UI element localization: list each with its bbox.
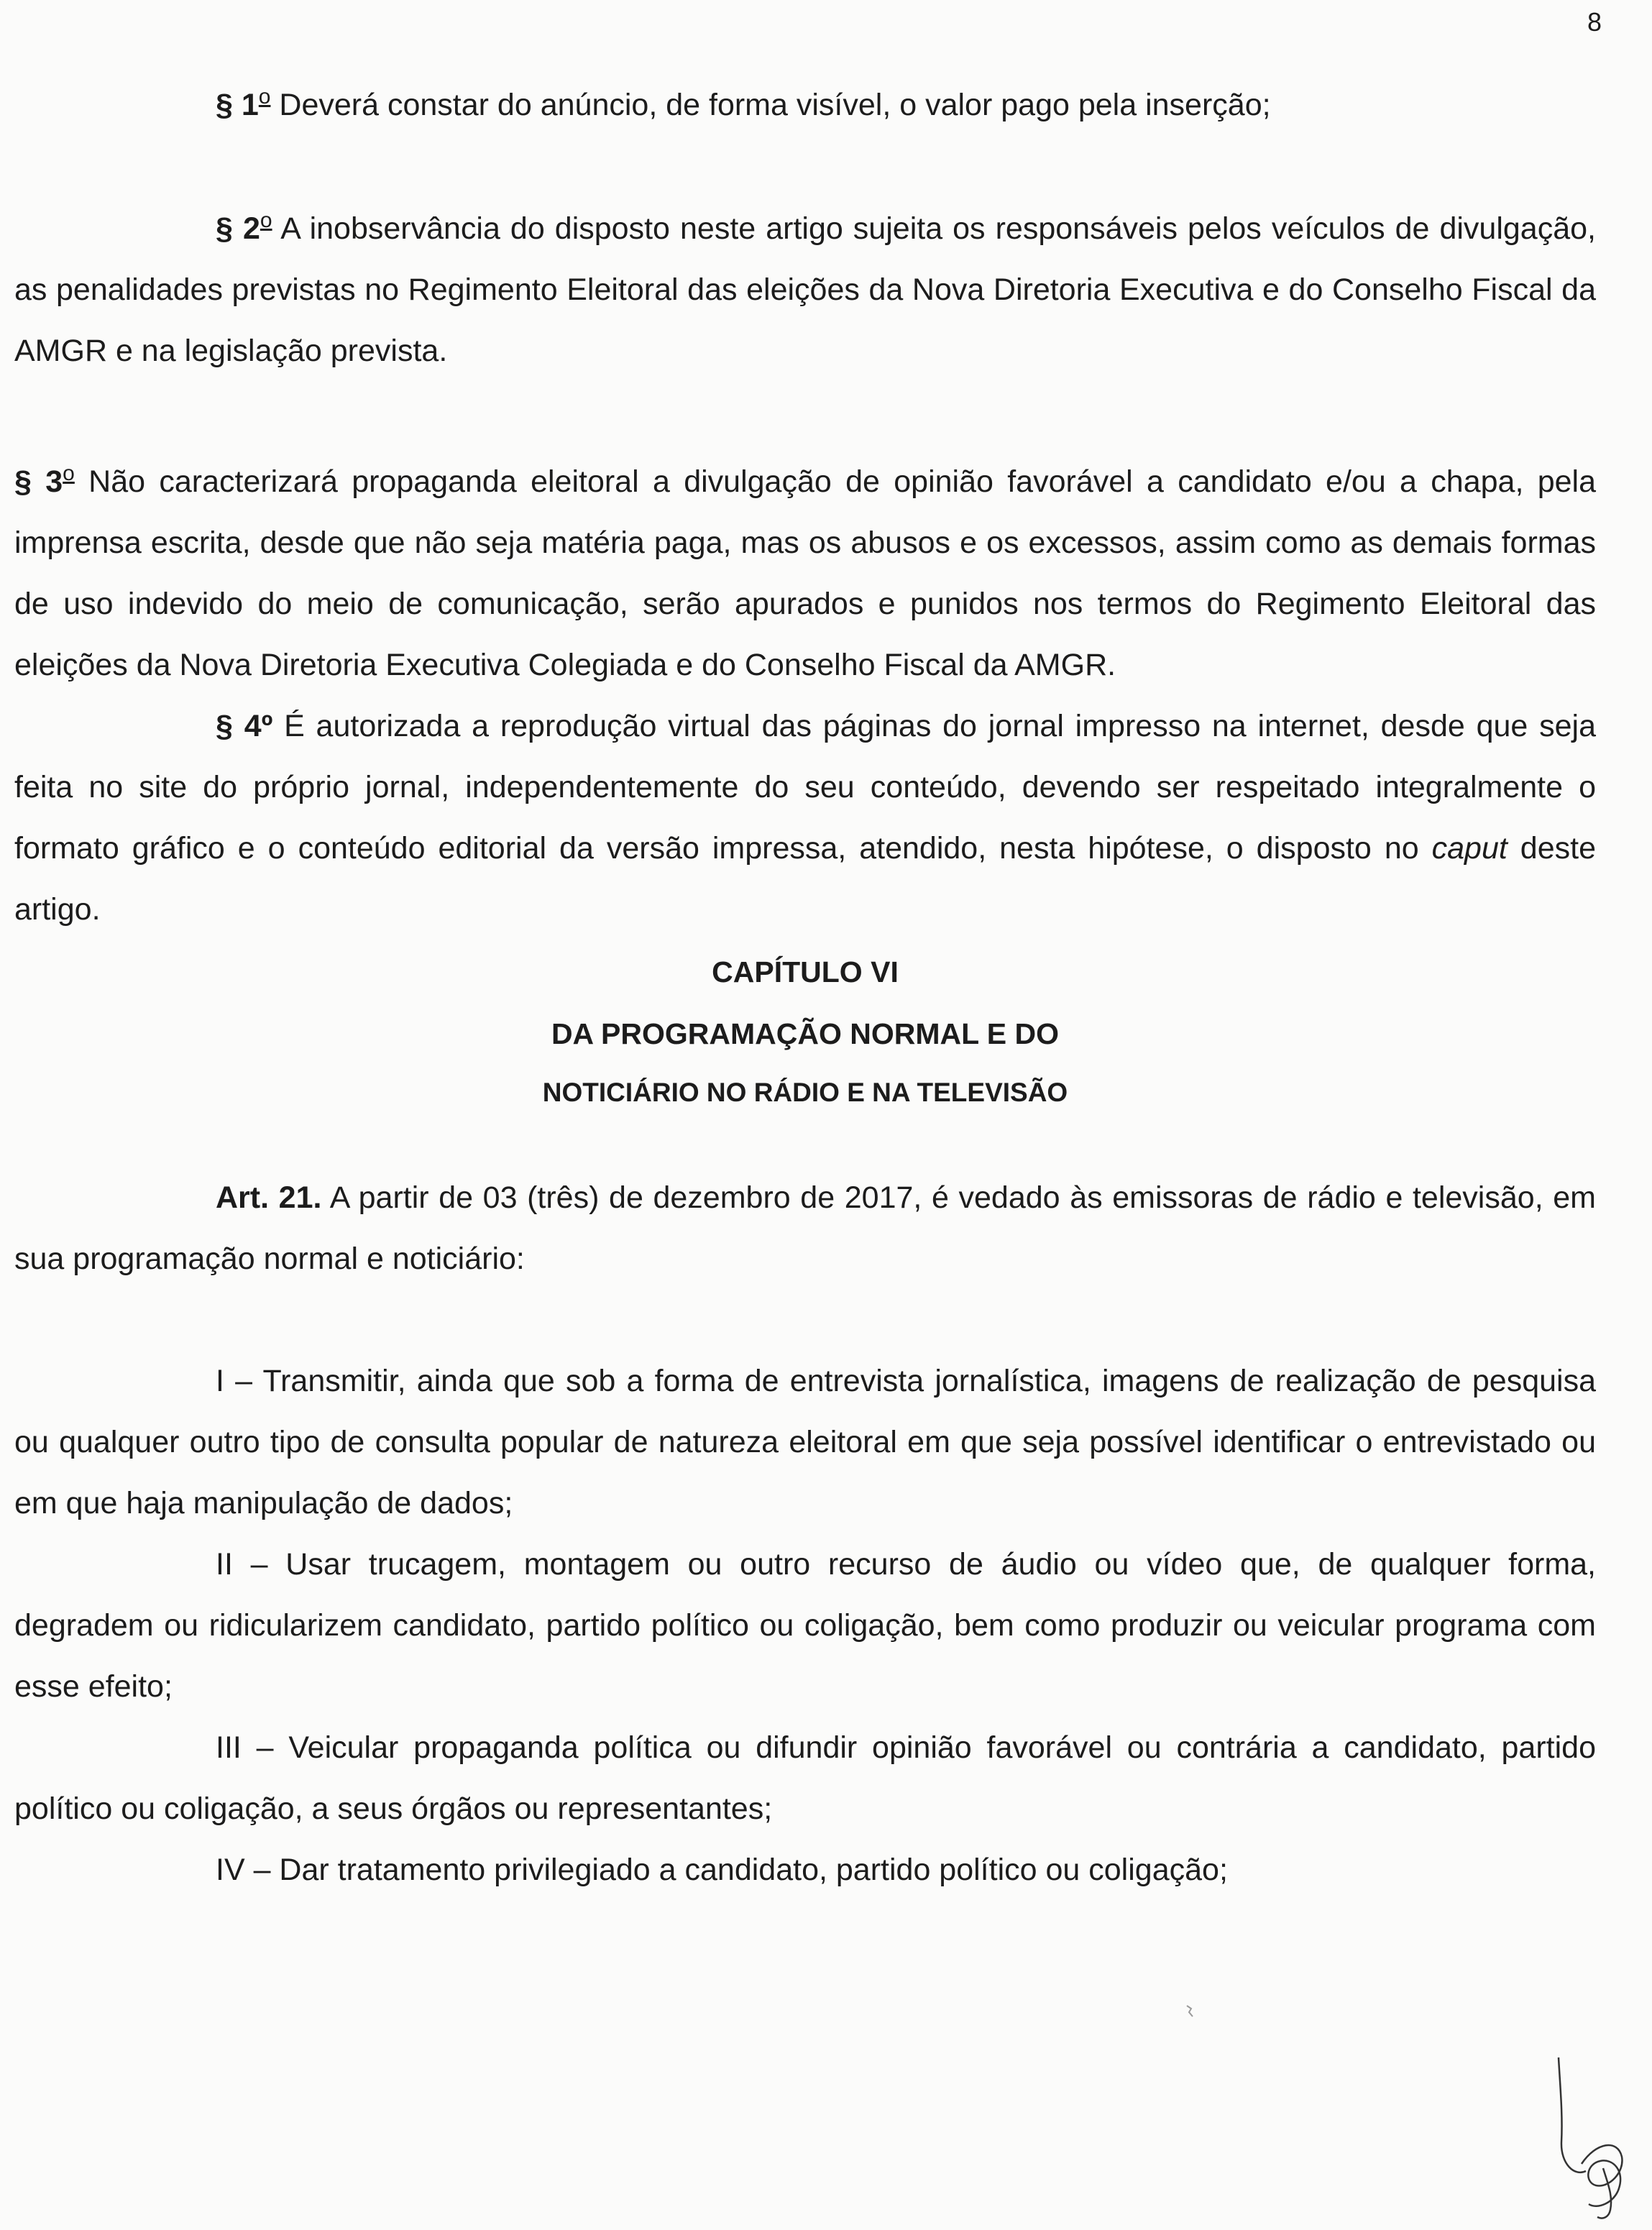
item-3: III – Veicular propaganda política ou difundir opinião favorável ou contrária a candidato, partido político ou coligação, a seus órgãos ou representantes; — [14, 1730, 1596, 1826]
document-body — [14, 66, 1596, 1901]
item-2: II – Usar trucagem, montagem ou outro recurso de áudio ou vídeo que, de qualquer forma, degradem ou ridicularizem candidato, partido político ou coligação, bem como produzir ou veicular programa com esse efeito; — [14, 1547, 1596, 1704]
paragraph-text: A inobservância do disposto neste artigo sujeita os responsáveis pelos veículos de divulgação, as penalidades previstas no Regimento Eleitoral das eleições da Nova Diretoria Executiva e do Conselho Fiscal da AMGR e na legislação prevista. — [14, 211, 1597, 368]
paragraph-text-end: deste artigo. — [14, 831, 1596, 927]
paragraph-symbol: § 1 — [216, 88, 259, 122]
item-4: IV – Dar tratamento privilegiado a candidato, partido político ou coligação; — [216, 1853, 1228, 1887]
chapter-title: CAPÍTULO VI — [712, 955, 899, 988]
ordinal-indicator: o — [260, 208, 272, 232]
chapter-subtitle: DA PROGRAMAÇÃO NORMAL E DO — [551, 1017, 1060, 1050]
paragraph-text: É autorizada a reprodução virtual das páginas do jornal impresso na internet, desde que seja feita no site do próprio jornal, independentemente do seu conteúdo, devendo ser respeitado integralmente o formato gráfico e o conteúdo editorial da versão impressa, atendido, nesta hipótese, o disposto no — [14, 709, 1596, 866]
page-number: 8 — [1587, 7, 1602, 37]
paragraph-text: Deverá constar do anúncio, de forma visível, o valor pago pela inserção; — [270, 88, 1271, 122]
paragraph-text: Não caracterizará propaganda eleitoral a divulgação de opinião favorável a candidato e/ou a chapa, pela imprensa escrita, desde que não seja matéria paga, mas os abusos e os excessos, assim como as demais formas de uso indevido do meio de comunicação, serão apurados e punidos nos termos do Regimento Eleitoral das eleições da Nova Diretoria Executiva Colegiada e do Conselho Fiscal da AMGR. — [14, 464, 1597, 682]
paragraph-4 — [14, 696, 1596, 940]
article-text: A partir de 03 (três) de dezembro de 2017, é vedado às emissoras de rádio e televisão, em sua programação normal e noticiário: — [14, 1180, 1596, 1276]
paragraph-symbol: § 3 — [14, 464, 63, 499]
item-1: I – Transmitir, ainda que sob a forma de entrevista jornalística, imagens de realização de pesquisa ou qualquer outro tipo de consulta popular de natureza eleitoral em que seja possível identificar o entrevistado ou em que haja manipulação de dados; — [14, 1364, 1596, 1520]
signature-initials-icon — [1553, 2056, 1639, 2221]
ordinal-indicator: o — [63, 462, 75, 485]
paragraph-1 — [14, 66, 1596, 136]
article-21 — [14, 1167, 1596, 1290]
paragraph-2 — [14, 190, 1596, 382]
paragraph-3 — [14, 443, 1596, 696]
paragraph-symbol: § 4º — [216, 709, 273, 743]
paragraph-symbol: § 2 — [216, 211, 260, 246]
ordinal-indicator: o — [258, 85, 271, 109]
scan-speck-icon — [1185, 2004, 1195, 2019]
article-label: Art. 21. — [216, 1180, 322, 1215]
italic-term: caput — [1431, 831, 1508, 866]
chapter-subtitle-2: NOTICIÁRIO NO RÁDIO E NA TELEVISÃO — [542, 1078, 1068, 1107]
